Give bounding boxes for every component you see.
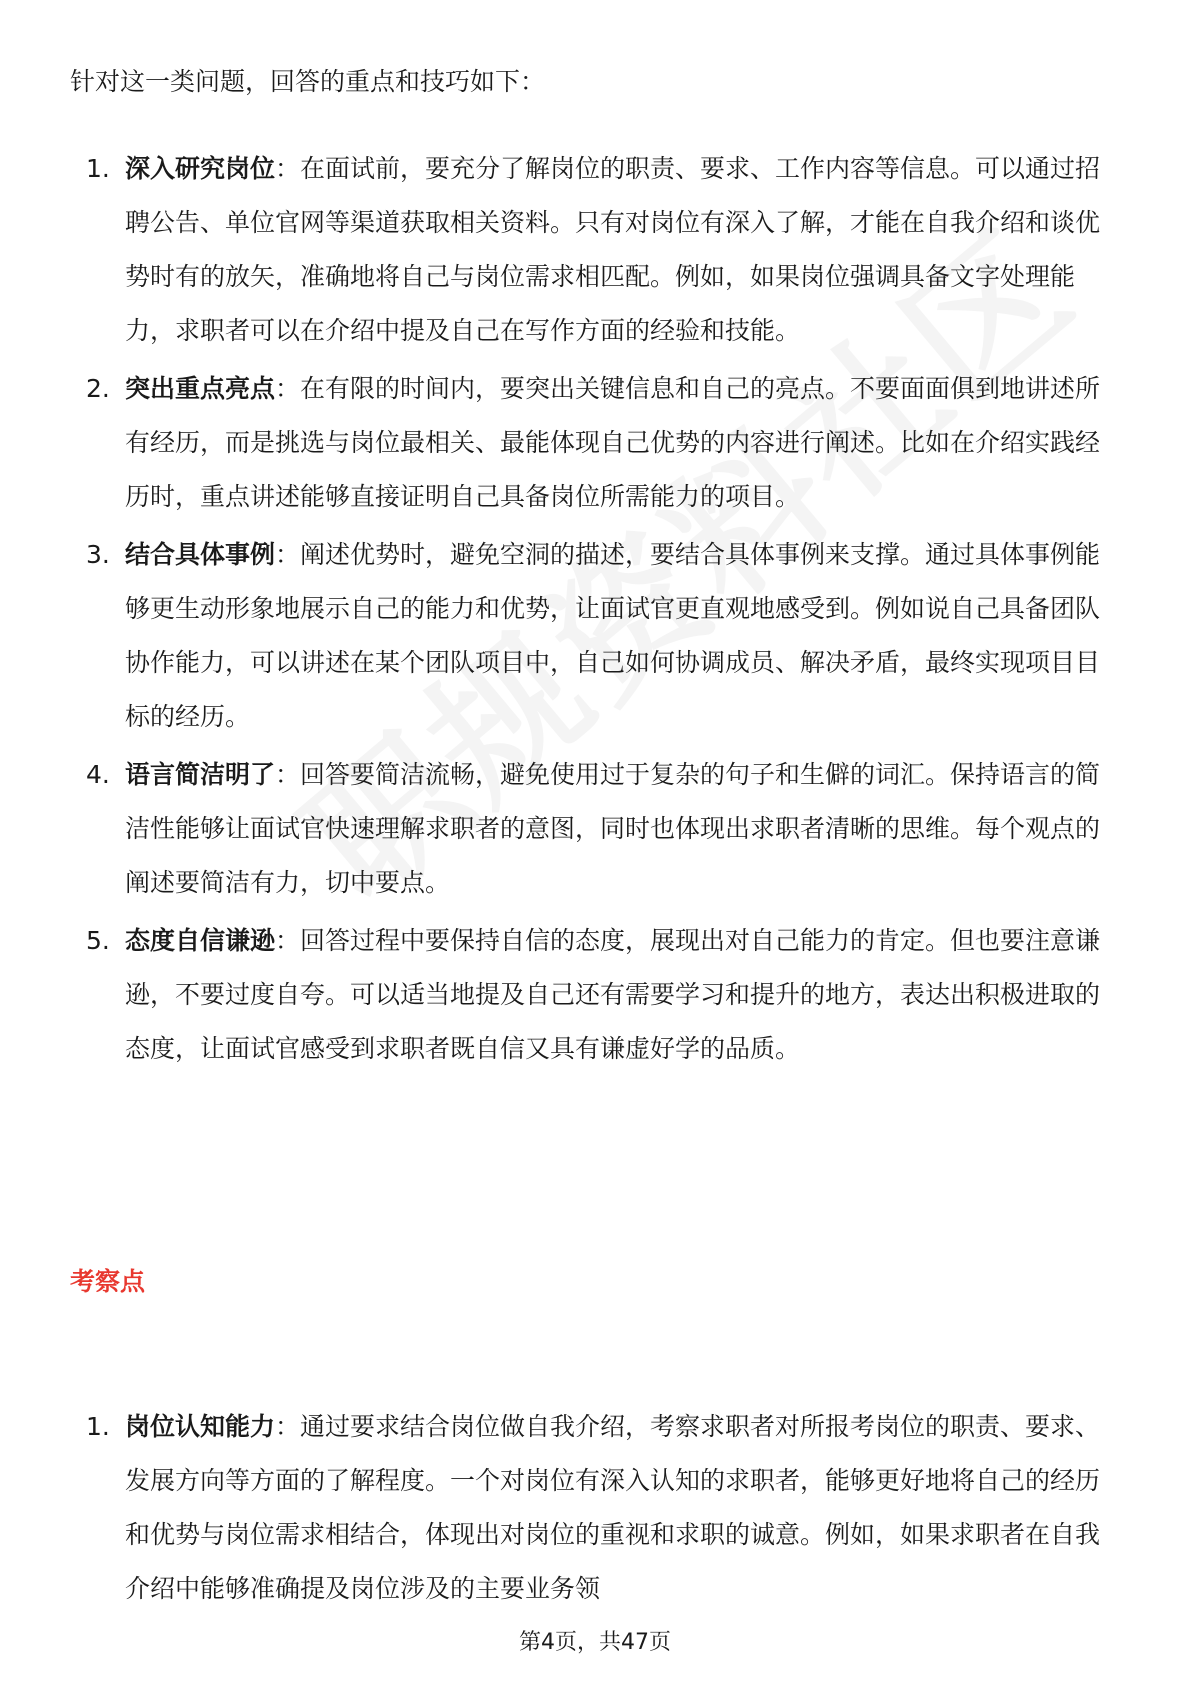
item-number: 1. <box>86 154 110 183</box>
item-term: 态度自信谦逊 <box>125 926 276 955</box>
item-text: 在有限的时间内，要突出关键信息和自己的亮点。不要面面俱到地讲述所有经历，而是挑选与岗位最相关、最能体现自己优势的内容进行阐述。比如在介绍实践经历时，重点讲述能够直接证明自己具备岗位所需能力的项目。 <box>125 374 1101 511</box>
item-term: 结合具体事例 <box>125 540 276 569</box>
page-number: 第4页，共47页 <box>519 1630 671 1655</box>
item-separator: ： <box>275 926 301 955</box>
item-separator: ： <box>275 540 301 569</box>
item-text: 回答过程中要保持自信的态度，展现出对自己能力的肯定。但也要注意谦逊，不要过度自夸。可以适当地提及自己还有需要学习和提升的地方，表达出积极进取的态度，让面试官感受到求职者既自信又具有谦虚好学的品质。 <box>125 926 1101 1063</box>
item-term: 岗位认知能力 <box>125 1412 276 1441</box>
assessment-item-1 <box>70 1400 1120 1616</box>
item-separator: ： <box>275 1412 301 1441</box>
assessment-list <box>70 1400 1120 1620</box>
item-separator: ： <box>275 374 301 403</box>
intro-paragraph: 针对这一类问题，回答的重点和技巧如下： <box>70 67 546 96</box>
skill-item-5 <box>70 914 1120 1076</box>
item-number: 5. <box>86 926 110 955</box>
item-number: 1. <box>86 1412 110 1441</box>
item-number: 3. <box>86 540 110 569</box>
item-text: 回答要简洁流畅，避免使用过于复杂的句子和生僻的词汇。保持语言的简洁性能够让面试官快速理解求职者的意图，同时也体现出求职者清晰的思维。每个观点的阐述要简洁有力，切中要点。 <box>125 760 1101 897</box>
item-text: 阐述优势时，避免空洞的描述，要结合具体事例来支撑。通过具体事例能够更生动形象地展示自己的能力和优势，让面试官更直观地感受到。例如说自己具备团队协作能力，可以讲述在某个团队项目中，自己如何协调成员、解决矛盾，最终实现项目目标的经历。 <box>125 540 1101 731</box>
item-term: 突出重点亮点 <box>125 374 276 403</box>
skills-list <box>70 142 1120 1080</box>
item-number: 4. <box>86 760 110 789</box>
item-number: 2. <box>86 374 110 403</box>
skill-item-1 <box>70 142 1120 358</box>
item-text: 在面试前，要充分了解岗位的职责、要求、工作内容等信息。可以通过招聘公告、单位官网等渠道获取相关资料。只有对岗位有深入了解，才能在自我介绍和谈优势时有的放矢，准确地将自己与岗位需求相匹配。例如，如果岗位强调具备文字处理能力，求职者可以在介绍中提及自己在写作方面的经验和技能。 <box>125 154 1101 345</box>
section-heading: 考察点 <box>70 1267 146 1296</box>
item-separator: ： <box>275 760 301 789</box>
skill-item-3 <box>70 528 1120 744</box>
item-separator: ： <box>275 154 301 183</box>
item-text: 通过要求结合岗位做自我介绍，考察求职者对所报考岗位的职责、要求、发展方向等方面的了解程度。一个对岗位有深入认知的求职者，能够更好地将自己的经历和优势与岗位需求相结合，体现出对岗位的重视和求职的诚意。例如，如果求职者在自我介绍中能够准确提及岗位涉及的主要业务领 <box>125 1412 1101 1603</box>
skill-item-2 <box>70 362 1120 524</box>
skill-item-4 <box>70 748 1120 910</box>
item-term: 语言简洁明了 <box>125 760 276 789</box>
item-term: 深入研究岗位 <box>125 154 276 183</box>
